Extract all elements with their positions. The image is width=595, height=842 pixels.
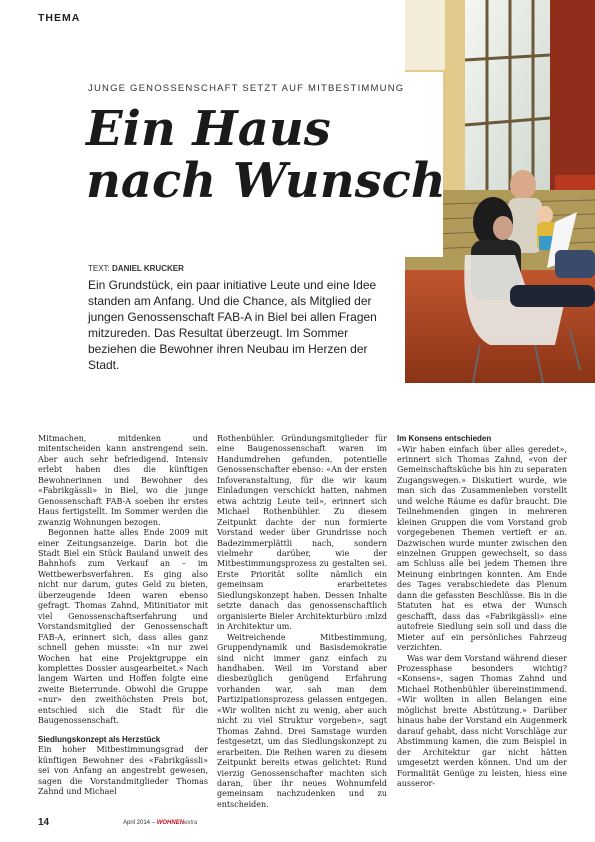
body-column-2 (217, 434, 387, 810)
paragraph: Ein hoher Mitbestimmungsgrad der künftigen Bewohner des «Fabrikgässli» sei von Anfang an angestrebt gewesen, sagen die Vorstandmitglieder Thomas Zahnd und Michael (38, 745, 208, 796)
paragraph: Rothenbühler. Gründungsmitglieder für eine Baugenossenschaft waren im Handumdrehen gefunden, potentielle Genossenschafter ebenso: «An der ersten Infoveranstaltung, für die wir kaum Einladungen verschickt hatten, nahmen etwa achtzig Leute teil», erinnert sich Michael Rothenbühler. Zu diesem Zeitpunkt dachte der nun formierte Vorstand weder über Grundrisse noch Badezimmerplättli nach, sondern vielmehr darüber, wie der Mitbestimmungsprozess zu gestalten sei. Erste Priorität sollte nämlich ein gemeinsam erarbeitetes Siedlungskonzept haben. Dessen Inhalte setzte danach das genossenschaftlich organisierte Bieler Architekturbüro :mlzd in Architektur um. (217, 434, 387, 632)
headline (86, 103, 446, 207)
byline (88, 264, 184, 273)
subheading: Siedlungskonzept als Herzstück (38, 734, 161, 744)
body-column-1 (38, 434, 208, 797)
issue-date: April 2014 (123, 820, 151, 826)
byline-author: DANIEL KRUCKER (112, 264, 184, 273)
paragraph: Weitreichende Mitbestimmung, Gruppendynamik und Basisdemokratie sind nicht immer ganz einfach zu handhaben. Weil im Vorstand aber diesbezüglich genügend Erfahrung vorhanden war, sah man dem Partizipationsprozess gelassen entgegen. «Wir wollten nicht zu wenig, aber auch nicht zu viel Struktur vorgeben», sagt Thomas Zahnd. Drei Samstage wurden festgesetzt, um das Siedlungskonzept zu erarbeiten. Die Reihen waren zu diesem Zeitpunkt bereits etwas gelichtet: Rund vierzig Genossenschafter machten sich daran, über ihr neues Wohnumfeld gemeinsam nachzudenken und zu entscheiden. (217, 632, 387, 809)
section-label: THEMA (38, 12, 81, 24)
body-column-3 (397, 434, 567, 789)
magazine-name: WOHNEN (156, 820, 185, 826)
headline-line-2: nach Wunsch (86, 153, 446, 209)
headline-line-1: Ein Haus (86, 101, 331, 157)
lead-paragraph: Ein Grundstück, ein paar initiative Leute und eine Idee standen am Anfang. Und die Chance, als Mitglied der jungen Genossenschaft FAB-A in Biel bei allen Fragen mitzureden. Das Resultat überzeugt. Im Sommer beziehen die Bewohner ihren Neubau im Herzen der Stadt. (88, 278, 377, 372)
magazine-suffix: extra (184, 820, 198, 826)
byline-prefix: TEXT: (88, 264, 110, 273)
subheading: Im Konsens entschieden (397, 434, 492, 443)
kicker: JUNGE GENOSSENSCHAFT SETZT AUF MITBESTIMMUNG (88, 83, 405, 94)
footer-issue (123, 820, 197, 826)
paragraph: «Wir haben einfach über alles geredet», erinnert sich Thomas Zahnd, «von der Gemeinschaftsküche bis hin zu separaten Zugangswegen.» Diskutiert wurde, wie man sich das Zusammenleben vorstellt und welche Räume es dafür braucht. Die Teilnehmenden gingen in mehreren kleinen Gruppen die vom Vorstand grob vorgegebenen Themen vertieft er an. Dazwischen wurde munter zwischen den einzelnen Gruppen gewechselt, so dass am Schluss alle bei jedem Themen ihre Meinung einbringen konnten. Am Ende des Tages verabschiedete das Plenum dann die gefassten Beschlüsse. Bis in die Statuten hat es etwa der Wunsch geschafft, dass das «Fabrikgässli» eine autofreie Siedlung sein soll und dass die Mieter auf ein persönliches Fahrzeug verzichten. (397, 444, 567, 653)
page-number: 14 (38, 817, 50, 828)
footer-separator: – (151, 820, 156, 826)
paragraph: Begonnen hatte alles Ende 2009 mit einer Zeitungsanzeige. Darin bot die Stadt Biel ein Stück Bauland unweit des Bahnhofs zum Verkauf an – im Wettbewerbsverfahren. Es ging also nicht nur darum, gutes Geld zu bieten, überzeugende Ideen waren ebenso gefragt. Thomas Zahnd, Mitinitiator mit viel Genossenschaftserfahrung und Vorstandsmitglied der Genossenschaft FAB-A, erinnert sich, dass alles ganz schnell gehen musste: «In nur zwei Wochen hat eine Projektgruppe ein komplettes Dossier ausgearbeitet.» Nach langem Warten und Hoffen folgte eine zweite Bieterrunde. Obwohl die Gruppe «nur» den zweithöchsten Preis bot, entschied sich die Stadt für die Baugenossenschaft. (38, 528, 208, 726)
paragraph: Mitmachen, mitdenken und mitentscheiden kann anstrengend sein. Aber auch sehr befriedigend. Intensiv erlebt haben dies die künftigen Bewohnerinnen und Bewohner des «Fabrikgässli» in Biel, wo die junge Genossenschaft FAB-A soeben ihr erstes Haus fertigstellt. Im Sommer werden die zwanzig Wohnungen bezogen. (38, 434, 208, 527)
paragraph: Was war dem Vorstand während dieser Prozessphase besonders wichtig? «Konsens», sagen Thomas Zahnd und Michael Rothenbühler übereinstimmend. «Wir wollten in allen Belangen eine möglichst breite Abstützung.» Darüber hinaus habe der Vorstand ein Augenmerk darauf gehabt, dass nicht Vorschläge zur Abstimmung kamen, die zum Beispiel in der Architektur gar nicht hätten umgesetzt werden können. Und um der Formalität Genüge zu leisten, hiess eine ausseror- (397, 653, 567, 788)
